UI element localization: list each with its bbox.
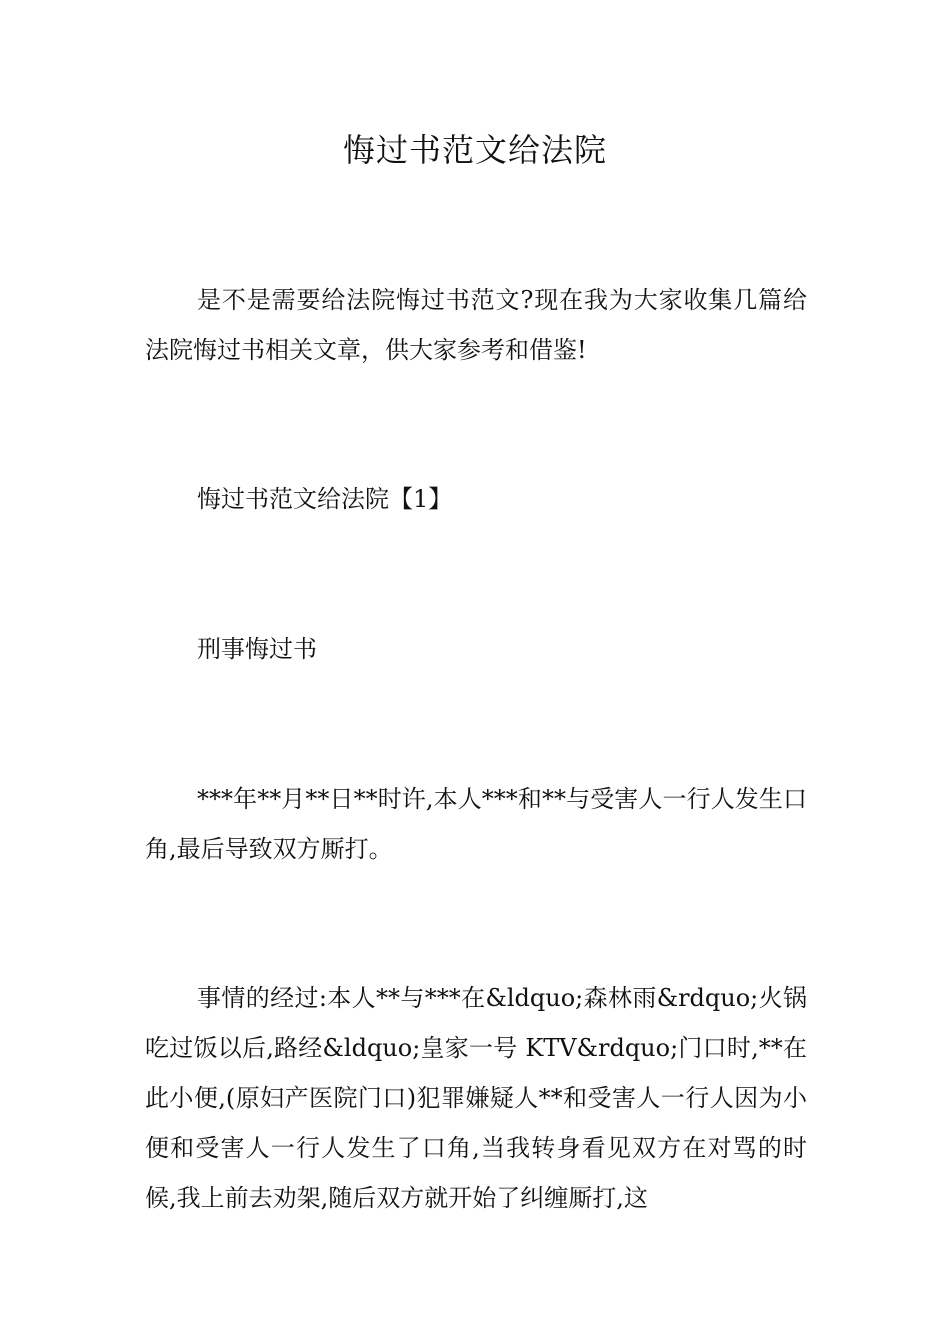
intro-paragraph: 是不是需要给法院悔过书范文?现在我为大家收集几篇给法院悔过书相关文章，供大家参考和借鉴!: [145, 286, 807, 364]
details-paragraph: 事情的经过:本人**与***在&ldquo;森林雨&rdquo;火锅吃过饭以后,路经&ldquo;皇家一号 KTV&rdquo;门口时,**在此小便,(原妇产医院门口)犯罪嫌疑人**和受害人一行人因为小便和受害人一行人发生了口角,当我转身看见双方在对骂的时候,我上前去劝架,随后双方就开始了纠缠厮打,这: [145, 984, 807, 1212]
section-heading: 悔过书范文给法院【1】: [197, 485, 453, 513]
incident-paragraph: ***年**月**日**时许,本人***和**与受害人一行人发生口角,最后导致双方厮打。: [145, 785, 807, 863]
letter-heading: 刑事悔过书: [197, 635, 317, 663]
document-title: 悔过书范文给法院: [342, 131, 607, 169]
